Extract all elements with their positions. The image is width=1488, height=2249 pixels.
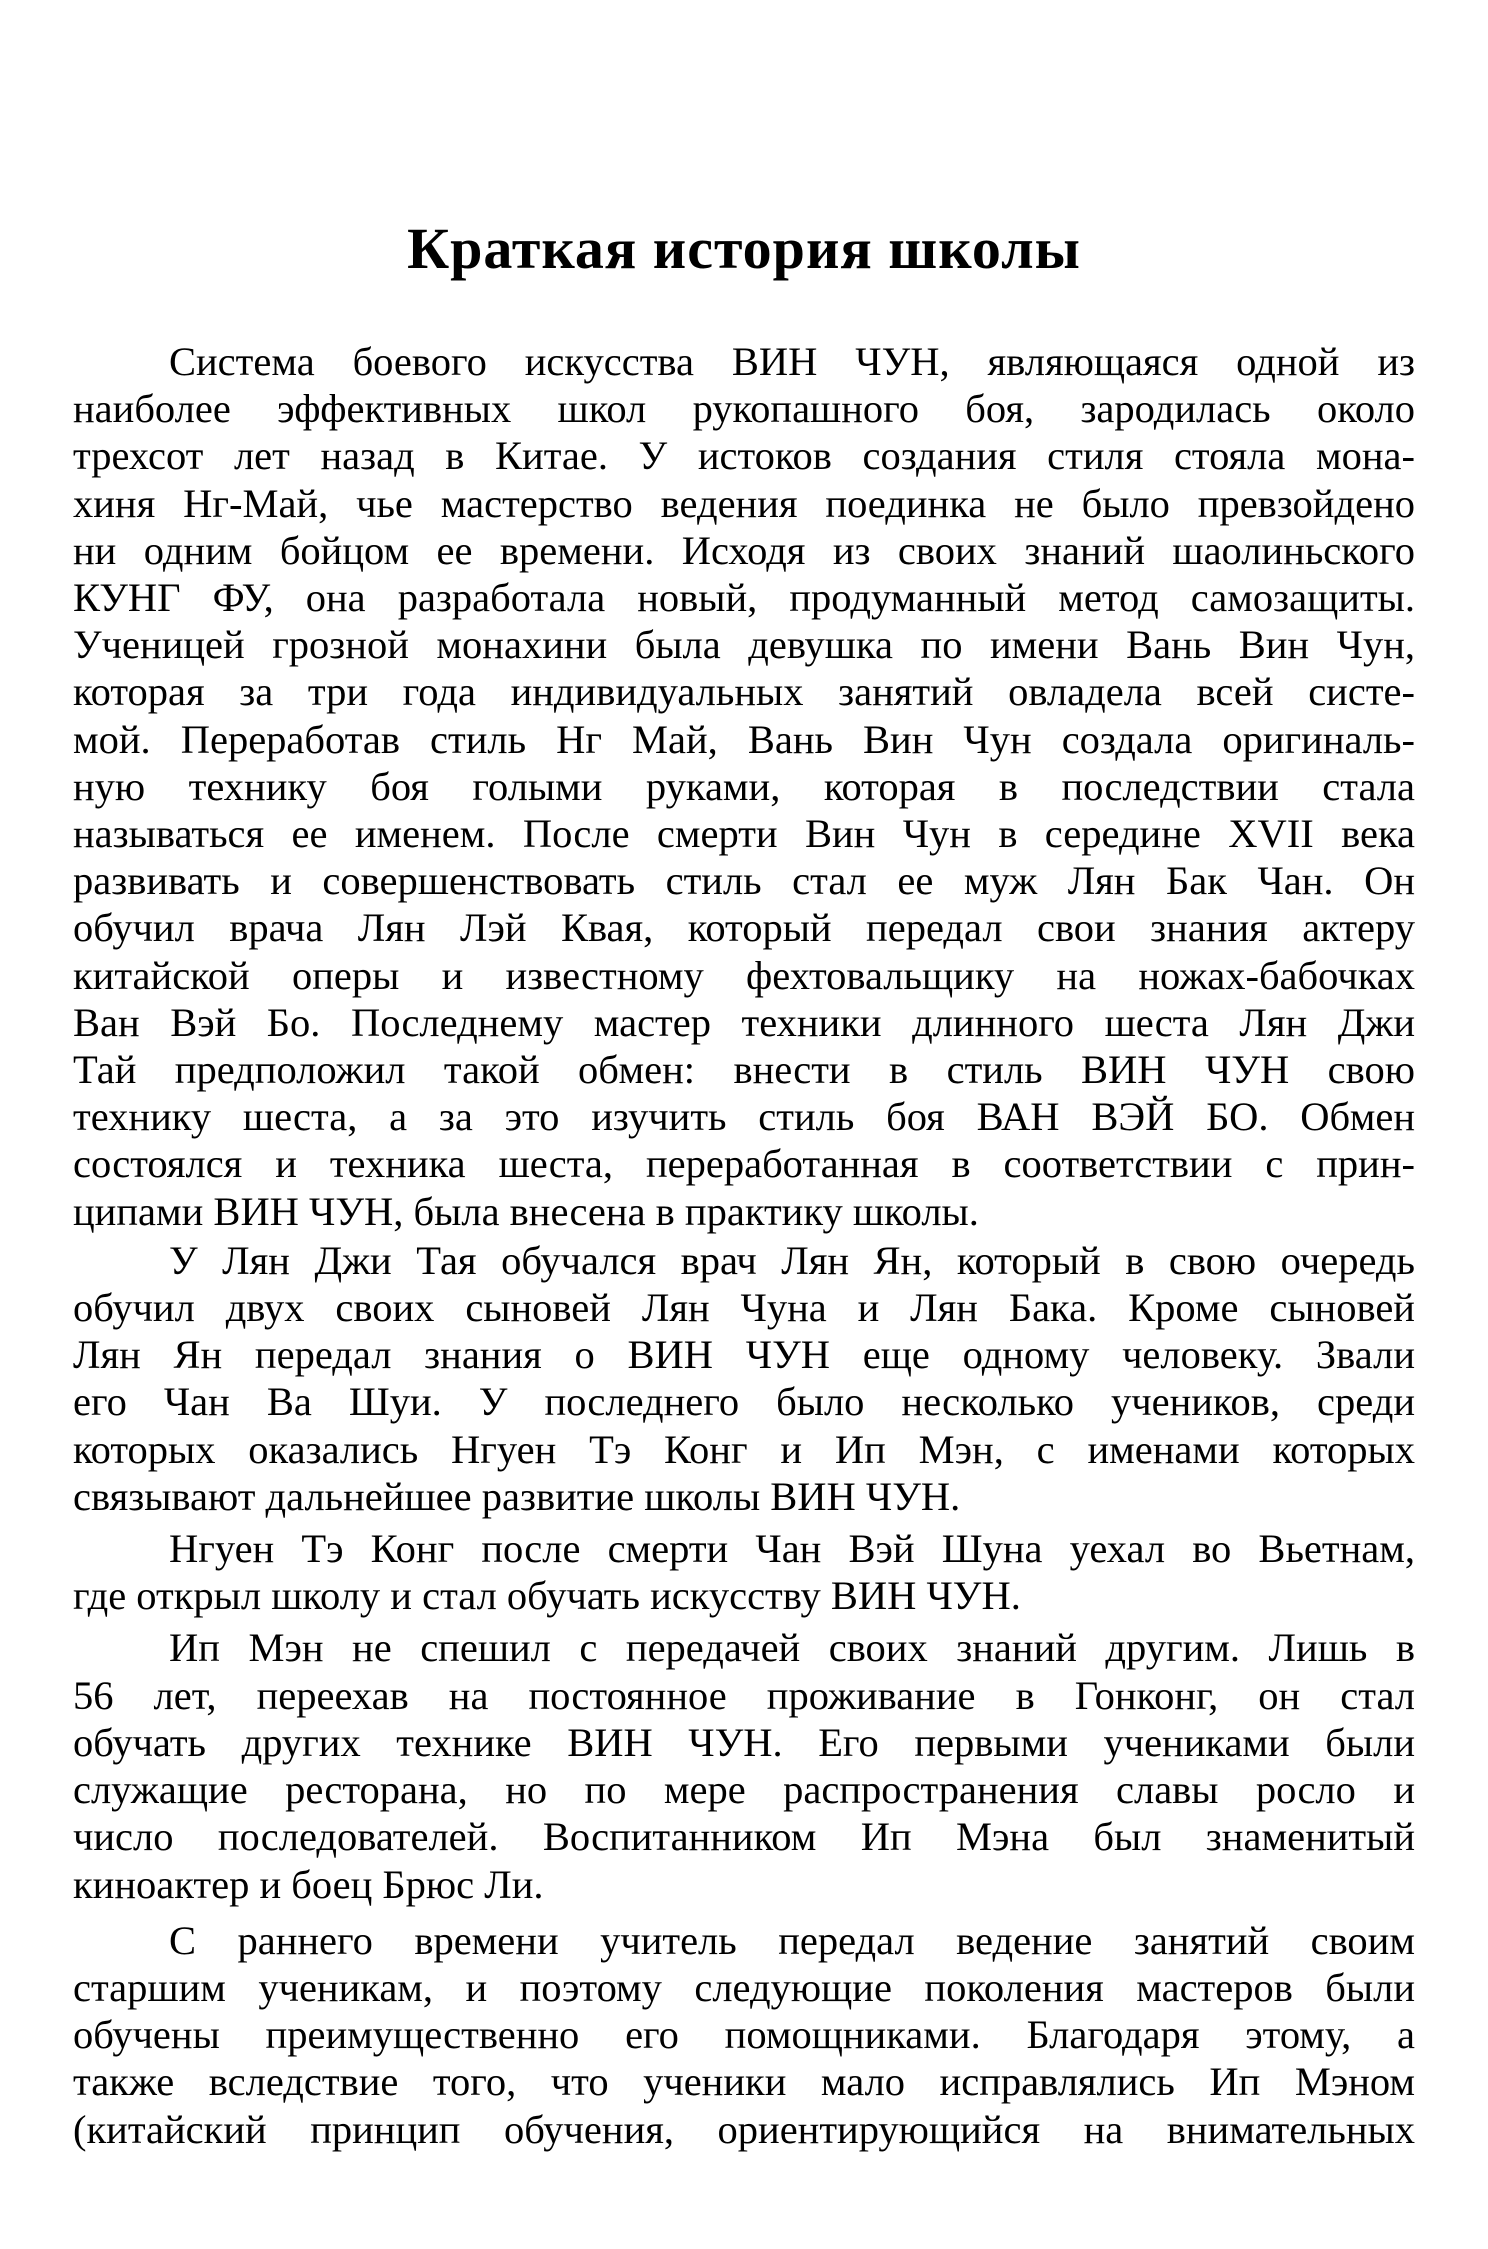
text-line: которая за три года индивидуальных занятий овладела всей систе-: [73, 669, 1415, 715]
text-line: его Чан Ва Шуи. У последнего было несколько учеников, среди: [73, 1379, 1415, 1425]
text-line: служащие ресторана, но по мере распространения славы росло и: [73, 1767, 1415, 1813]
text-line: обучены преимущественно его помощниками. Благодаря этому, а: [73, 2012, 1415, 2058]
page-title: Краткая история школы: [407, 216, 1081, 281]
text-line: Тай предположил такой обмен: внести в стиль ВИН ЧУН свою: [73, 1047, 1415, 1093]
text-line: также вследствие того, что ученики мало исправлялись Ип Мэном: [73, 2059, 1415, 2105]
text-line: Ван Вэй Бо. Последнему мастер техники длинного шеста Лян Джи: [73, 999, 1415, 1045]
paragraph: [73, 338, 1415, 1235]
text-line: обучил врача Лян Лэй Квая, который передал свои знания актеру: [73, 905, 1415, 951]
text-line: С раннего времени учитель передал ведение занятий своим: [169, 1917, 1415, 1963]
paragraph: [73, 1237, 1415, 1520]
text-line: наиболее эффективных школ рукопашного боя, зародилась около: [73, 386, 1415, 432]
text-line: Лян Ян передал знания о ВИН ЧУН еще одному человеку. Звали: [73, 1332, 1415, 1378]
text-line: киноактер и боец Брюс Ли.: [73, 1861, 544, 1907]
text-line: где открыл школу и стал обучать искусству ВИН ЧУН.: [73, 1573, 1021, 1619]
text-line: которых оказались Нгуен Тэ Конг и Ип Мэн, с именами которых: [73, 1426, 1415, 1472]
text-line: обучил двух своих сыновей Лян Чуна и Лян Бака. Кроме сыновей: [73, 1285, 1415, 1331]
text-line: китайской оперы и известному фехтовальщику на ножах-бабочках: [73, 952, 1415, 998]
text-line: Система боевого искусства ВИН ЧУН, являющаяся одной из: [169, 339, 1415, 384]
text-line: У Лян Джи Тая обучался врач Лян Ян, который в свою очередь: [169, 1237, 1415, 1283]
text-line: называться ее именем. После смерти Вин Чун в середине XVII века: [73, 811, 1415, 857]
paragraph: [73, 1917, 1415, 2153]
text-line: ную технику боя голыми руками, которая в последствии стала: [73, 763, 1415, 809]
paragraph: [73, 1525, 1415, 1619]
text-line: (китайский принцип обучения, ориентирующийся на внимательных: [73, 2106, 1415, 2152]
text-line: КУНГ ФУ, она разработала новый, продуманный метод самозащиты.: [73, 575, 1415, 621]
text-line: состоялся и техника шеста, переработанная в соответствии с прин-: [73, 1141, 1415, 1187]
text-line: мой. Переработав стиль Нг Май, Вань Вин Чун создала оригиналь-: [73, 716, 1415, 762]
text-line: 56 лет, переехав на постоянное проживание в Гонконг, он стал: [73, 1672, 1415, 1718]
text-line: развивать и совершенствовать стиль стал ее муж Лян Бак Чан. Он: [73, 858, 1415, 904]
text-line: Нгуен Тэ Конг после смерти Чан Вэй Шуна уехал во Вьетнам,: [169, 1526, 1415, 1572]
body-text: [73, 338, 1415, 2153]
text-line: обучать других технике ВИН ЧУН. Его первыми учениками были: [73, 1719, 1415, 1765]
paragraph: [73, 1624, 1415, 1907]
text-line: число последователей. Воспитанником Ип Мэна был знаменитый: [73, 1814, 1415, 1860]
text-line: трехсот лет назад в Китае. У истоков создания стиля стояла мона-: [73, 433, 1415, 479]
text-line: хиня Нг-Май, чье мастерство ведения поединка не было превзойдено: [73, 480, 1415, 526]
text-line: ни одним бойцом ее времени. Исходя из своих знаний шаолиньского: [73, 527, 1415, 573]
text-line: Ип Мэн не спешил с передачей своих знаний другим. Лишь в: [169, 1625, 1415, 1671]
text-line: ципами ВИН ЧУН, была внесена в практику школы.: [73, 1188, 979, 1234]
text-line: технику шеста, а за это изучить стиль боя ВАН ВЭЙ БО. Обмен: [73, 1094, 1415, 1140]
text-line: связывают дальнейшее развитие школы ВИН ЧУН.: [73, 1473, 961, 1519]
text-line: старшим ученикам, и поэтому следующие поколения мастеров были: [73, 1964, 1415, 2010]
text-line: Ученицей грозной монахини была девушка по имени Вань Вин Чун,: [73, 622, 1415, 668]
